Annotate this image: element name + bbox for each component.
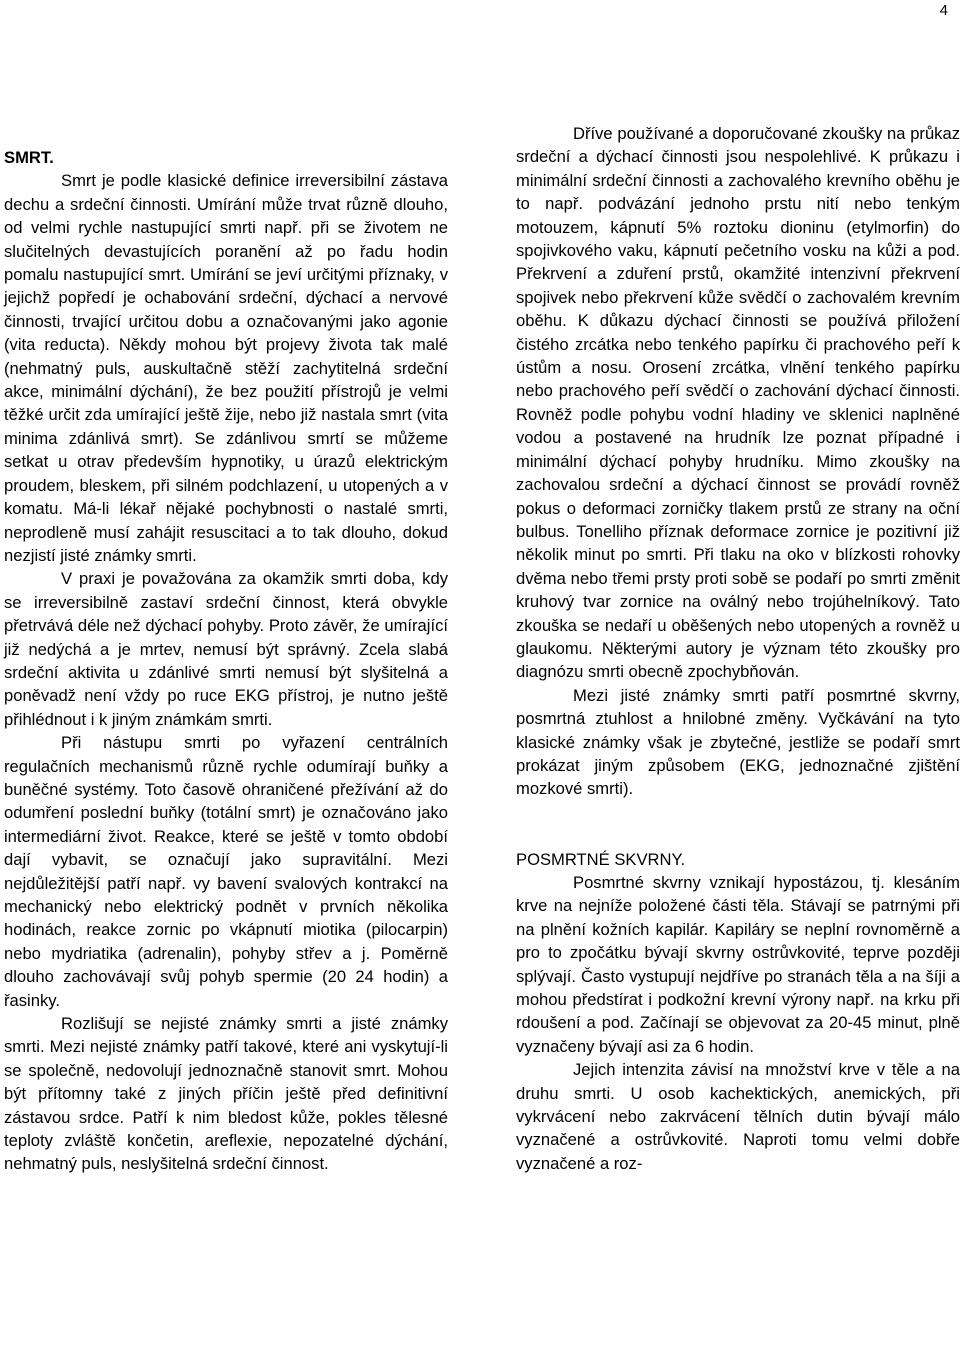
section-heading-posmrtne-skvrny: POSMRTNÉ SKVRNY.: [516, 849, 686, 869]
paragraph: Rozlišují se nejisté známky smrti a jisté známky smrti. Mezi nejisté známky patří takové, které ani vyskytují-li se společně, nedovolují jednoznačně stanovit smrt. Mohou být přítomny také z jiných příčin ještě před definitivní zástavou srdce. Patří k nim bledost kůže, pokles tělesné teploty zvláště končetin, areflexie, nepozatelné dýchání, nehmatný puls, neslyšitelná srdeční činnost.: [4, 1014, 448, 1174]
spacer: [516, 801, 960, 848]
paragraph: Při nástupu smrti po vyřazení centrálních regulačních mechanismů různě rychle odumírají buňky a buněčné systémy. Toto časově ohraničené přežívání až do odumření poslední buňky (totální smrt) je označováno jako intermediární život. Reakce, které se ještě v tomto období dají vybavit, se označují jako supravitální. Mezi nejdůležitější patří např. vy bavení svalových kontrakcí na mechanický nebo elektrický podnět v prvních několika hodinách, reakce zornic po vkápnutí miotika (pilocarpin) nebo mydriatika (adrenalin), pohyby střev a j. Poměrně dlouho zachovávají svůj pohyb spermie (20 24 hodin) a řasinky.: [4, 733, 448, 1010]
paragraph: Mezi jisté známky smrti patří posmrtné skvrny, posmrtná ztuhlost a hnilobné změny. Vyčkávání na tyto klasické známky však je zbytečné, jestliže se podaří smrt prokázat jiným způsobem (EKG, jednoznačné zjištění mozkové smrti).: [516, 685, 960, 799]
paragraph: Smrt je podle klasické definice irreversibilní zástava dechu a srdeční činnosti. Umírání může trvat různě dlouho, od velmi rychle nastupující smrti např. při se životem ne slučitelných devastujících poranění až po řadu hodin pomalu nastupující smrt. Umírání se jeví určitými příznaky, v jejichž popředí je ochabování srdeční, dýchací a nervové činnosti, trvající určitou dobu a označovanými jako agonie (vita reducta). Někdy mohou být projevy života tak malé (nehmatný puls, auskultačně stěží zachytitelná srdeční akce, minimální dýchání), že bez použití přístrojů je velmi těžké určit zda umírající ještě žije, nebo již nastala smrt (vita minima zdánlivá smrt). Se zdánlivou smrtí se můžeme setkat u otrav především hypnotiky, u úrazů elektrickým proudem, bleskem, při silném podchlazení, u utopených a v komatu. Má-li lékař nějaké pochybnosti o nastalé smrti, neprodleně musí zahájit resuscitaci a to tak dlouho, dokud nezjistí jisté známky smrti.: [4, 171, 448, 565]
paragraph: V praxi je považována za okamžik smrti doba, kdy se irreversibilně zastaví srdeční činnost, která obvykle přetrvává déle než dýchací pohyby. Proto závěr, že umírající již nedýchá a je mrtev, nemusí být správný. Zcela slabá srdeční aktivita u zdánlivé smrti nemusí být slyšitelná a poněvadž není vždy po ruce EKG přístroj, je nutno ještě přihlédnout i k jiným známkám smrti.: [4, 569, 448, 729]
section-title-smrt: SMRT.: [4, 148, 54, 167]
paragraph: Jejich intenzita závisí na množství krve v těle a na druhu smrti. U osob kachektických, anemických, při vykrvácení nebo zakrvácení tělních dutin bývají málo vyznačené a ostrůvkovité. Naproti tomu velmi dobře vyznačené a roz-: [516, 1060, 960, 1173]
left-column: [4, 146, 448, 1176]
paragraph: Dříve používané a doporučované zkoušky na průkaz srdeční a dýchací činnosti jsou nespolehlivé. K průkazu i minimální srdeční činnosti a zachovalého krevního oběhu je to např. podvázání jednoho prstu nití nebo tenkým motouzem, kápnutí 5% roztoku dioninu (etylmorfin) do spojivkového vaku, kápnutí pečetního vosku na kůži a pod. Překrvení a zduření prstů, okamžité intenzivní překrvení spojivek nebo překrvení kůže svědčí o zachovalém krevním oběhu. K důkazu dýchací činnosti se používá přiložení čistého zrcátka nebo tenkého papírku či prachového peří k ústům a nosu. Orosení zrcátka, vlnění tenkého papírku nebo prachového peří svědčí o zachování dýchací činnosti. Rovněž podle pohybu vodní hladiny ve sklenici naplněné vodou a postavené na hrudník lze poznat případné i minimální dýchací pohyby hrudníku. Mimo zkoušky na zachovalou srdeční a dýchací činnost se provádí rovněž pokus o deformaci zorničky tlakem prstů ze strany na oční bulbus. Tonelliho příznak deformace zornice je pozitivní již několik minut po smrti. Při tlaku na oko v blízkosti rohovky dvěma nebo třemi prsty proti sobě se podaří po smrti změnit kruhový tvar zornice na oválný nebo trojúhelníkový. Tato zkouška se nedaří u oběšených nebo utopených a rovněž u glaukomu. Některými autory je význam této zkoušky pro diagnózu smrti obecně zpochybňován.: [516, 124, 960, 682]
page-number: 4: [939, 2, 948, 19]
paragraph: Posmrtné skvrny vznikají hypostázou, tj. klesáním krve na nejníže položené části těla. Stávají se patrnými při na plnění kožních kapilár. Kapiláry se neplní rovnoměrně a pro to zpočátku bývají skvrny ostrůvkovité, teprve později splývají. Často vystupují nejdříve po stranách těla a na šíji a mohou předstírat i podkožní krevní výrony např. na krku při rdoušení a pod. Začínají se objevovat za 20-45 minut, plně vyznačeny bývají asi za 6 hodin.: [516, 872, 960, 1056]
right-column: [516, 122, 960, 1175]
